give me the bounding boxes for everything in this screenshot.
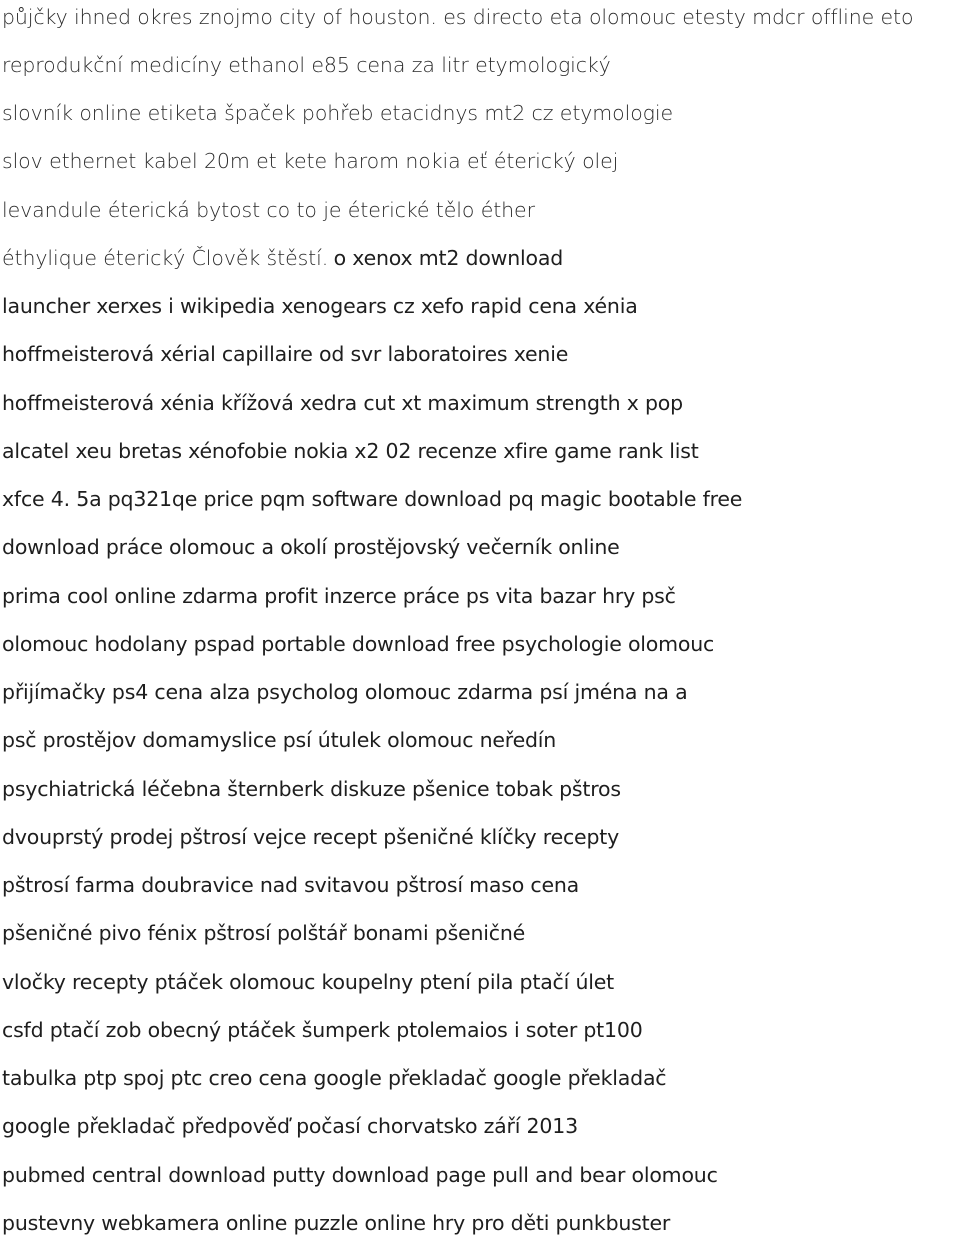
text-line: levandule éterická bytost co to je éterické tělo éther bbox=[2, 198, 535, 222]
text-line: psč prostějov domamyslice psí útulek olomouc neředín bbox=[2, 728, 557, 752]
text-line: tabulka ptp spoj ptc creo cena google překladač google překladač bbox=[2, 1066, 667, 1090]
document-body bbox=[2, 0, 958, 1238]
text-line: csfd ptačí zob obecný ptáček šumperk ptolemaios i soter pt100 bbox=[2, 1018, 643, 1042]
text-line: pštrosí farma doubravice nad svitavou pštrosí maso cena bbox=[2, 873, 580, 897]
text-line: vločky recepty ptáček olomouc koupelny ptení pila ptačí úlet bbox=[2, 970, 614, 994]
text-line: google překladač předpověď počasí chorvatsko září 2013 bbox=[2, 1114, 578, 1138]
text-line: pustevny webkamera online puzzle online hry pro děti punkbuster bbox=[2, 1211, 671, 1235]
text-line: download práce olomouc a okolí prostějovský večerník online bbox=[2, 535, 620, 559]
text-line: prima cool online zdarma profit inzerce práce ps vita bazar hry psč bbox=[2, 584, 676, 608]
text-line: xfce 4. 5a pq321qe price pqm software download pq magic bootable free bbox=[2, 487, 743, 511]
text-line: dvouprstý prodej pštrosí vejce recept pšeničné klíčky recepty bbox=[2, 825, 620, 849]
text-line: psychiatrická léčebna šternberk diskuze pšenice tobak pštros bbox=[2, 777, 621, 801]
text-line: slovník online etiketa špaček pohřeb etacidnys mt2 cz etymologie bbox=[2, 101, 673, 125]
text-line: pšeničné pivo fénix pštrosí polštář bonami pšeničné bbox=[2, 921, 526, 945]
text-line: hoffmeisterová xérial capillaire od svr laboratoires xenie bbox=[2, 342, 569, 366]
text-line: launcher xerxes i wikipedia xenogears cz xefo rapid cena xénia bbox=[2, 294, 638, 318]
text-segment-light: éthylique éterický Člověk štěstí. bbox=[2, 246, 329, 270]
text-line: hoffmeisterová xénia křížová xedra cut xt maximum strength x pop bbox=[2, 391, 683, 415]
text-line: slov ethernet kabel 20m et kete harom nokia eť éterický olej bbox=[2, 149, 619, 173]
text-line: pubmed central download putty download page pull and bear olomouc bbox=[2, 1163, 718, 1187]
text-line: reprodukční medicíny ethanol e85 cena za litr etymologický bbox=[2, 53, 611, 77]
text-line bbox=[2, 243, 563, 273]
text-segment-regular: o xenox mt2 download bbox=[333, 246, 564, 270]
text-line: olomouc hodolany pspad portable download free psychologie olomouc bbox=[2, 632, 715, 656]
text-line: půjčky ihned okres znojmo city of houston. es directo eta olomouc etesty mdcr offline eto bbox=[2, 5, 914, 29]
text-line: přijímačky ps4 cena alza psycholog olomouc zdarma psí jména na a bbox=[2, 680, 688, 704]
text-line: alcatel xeu bretas xénofobie nokia x2 02 recenze xfire game rank list bbox=[2, 439, 699, 463]
